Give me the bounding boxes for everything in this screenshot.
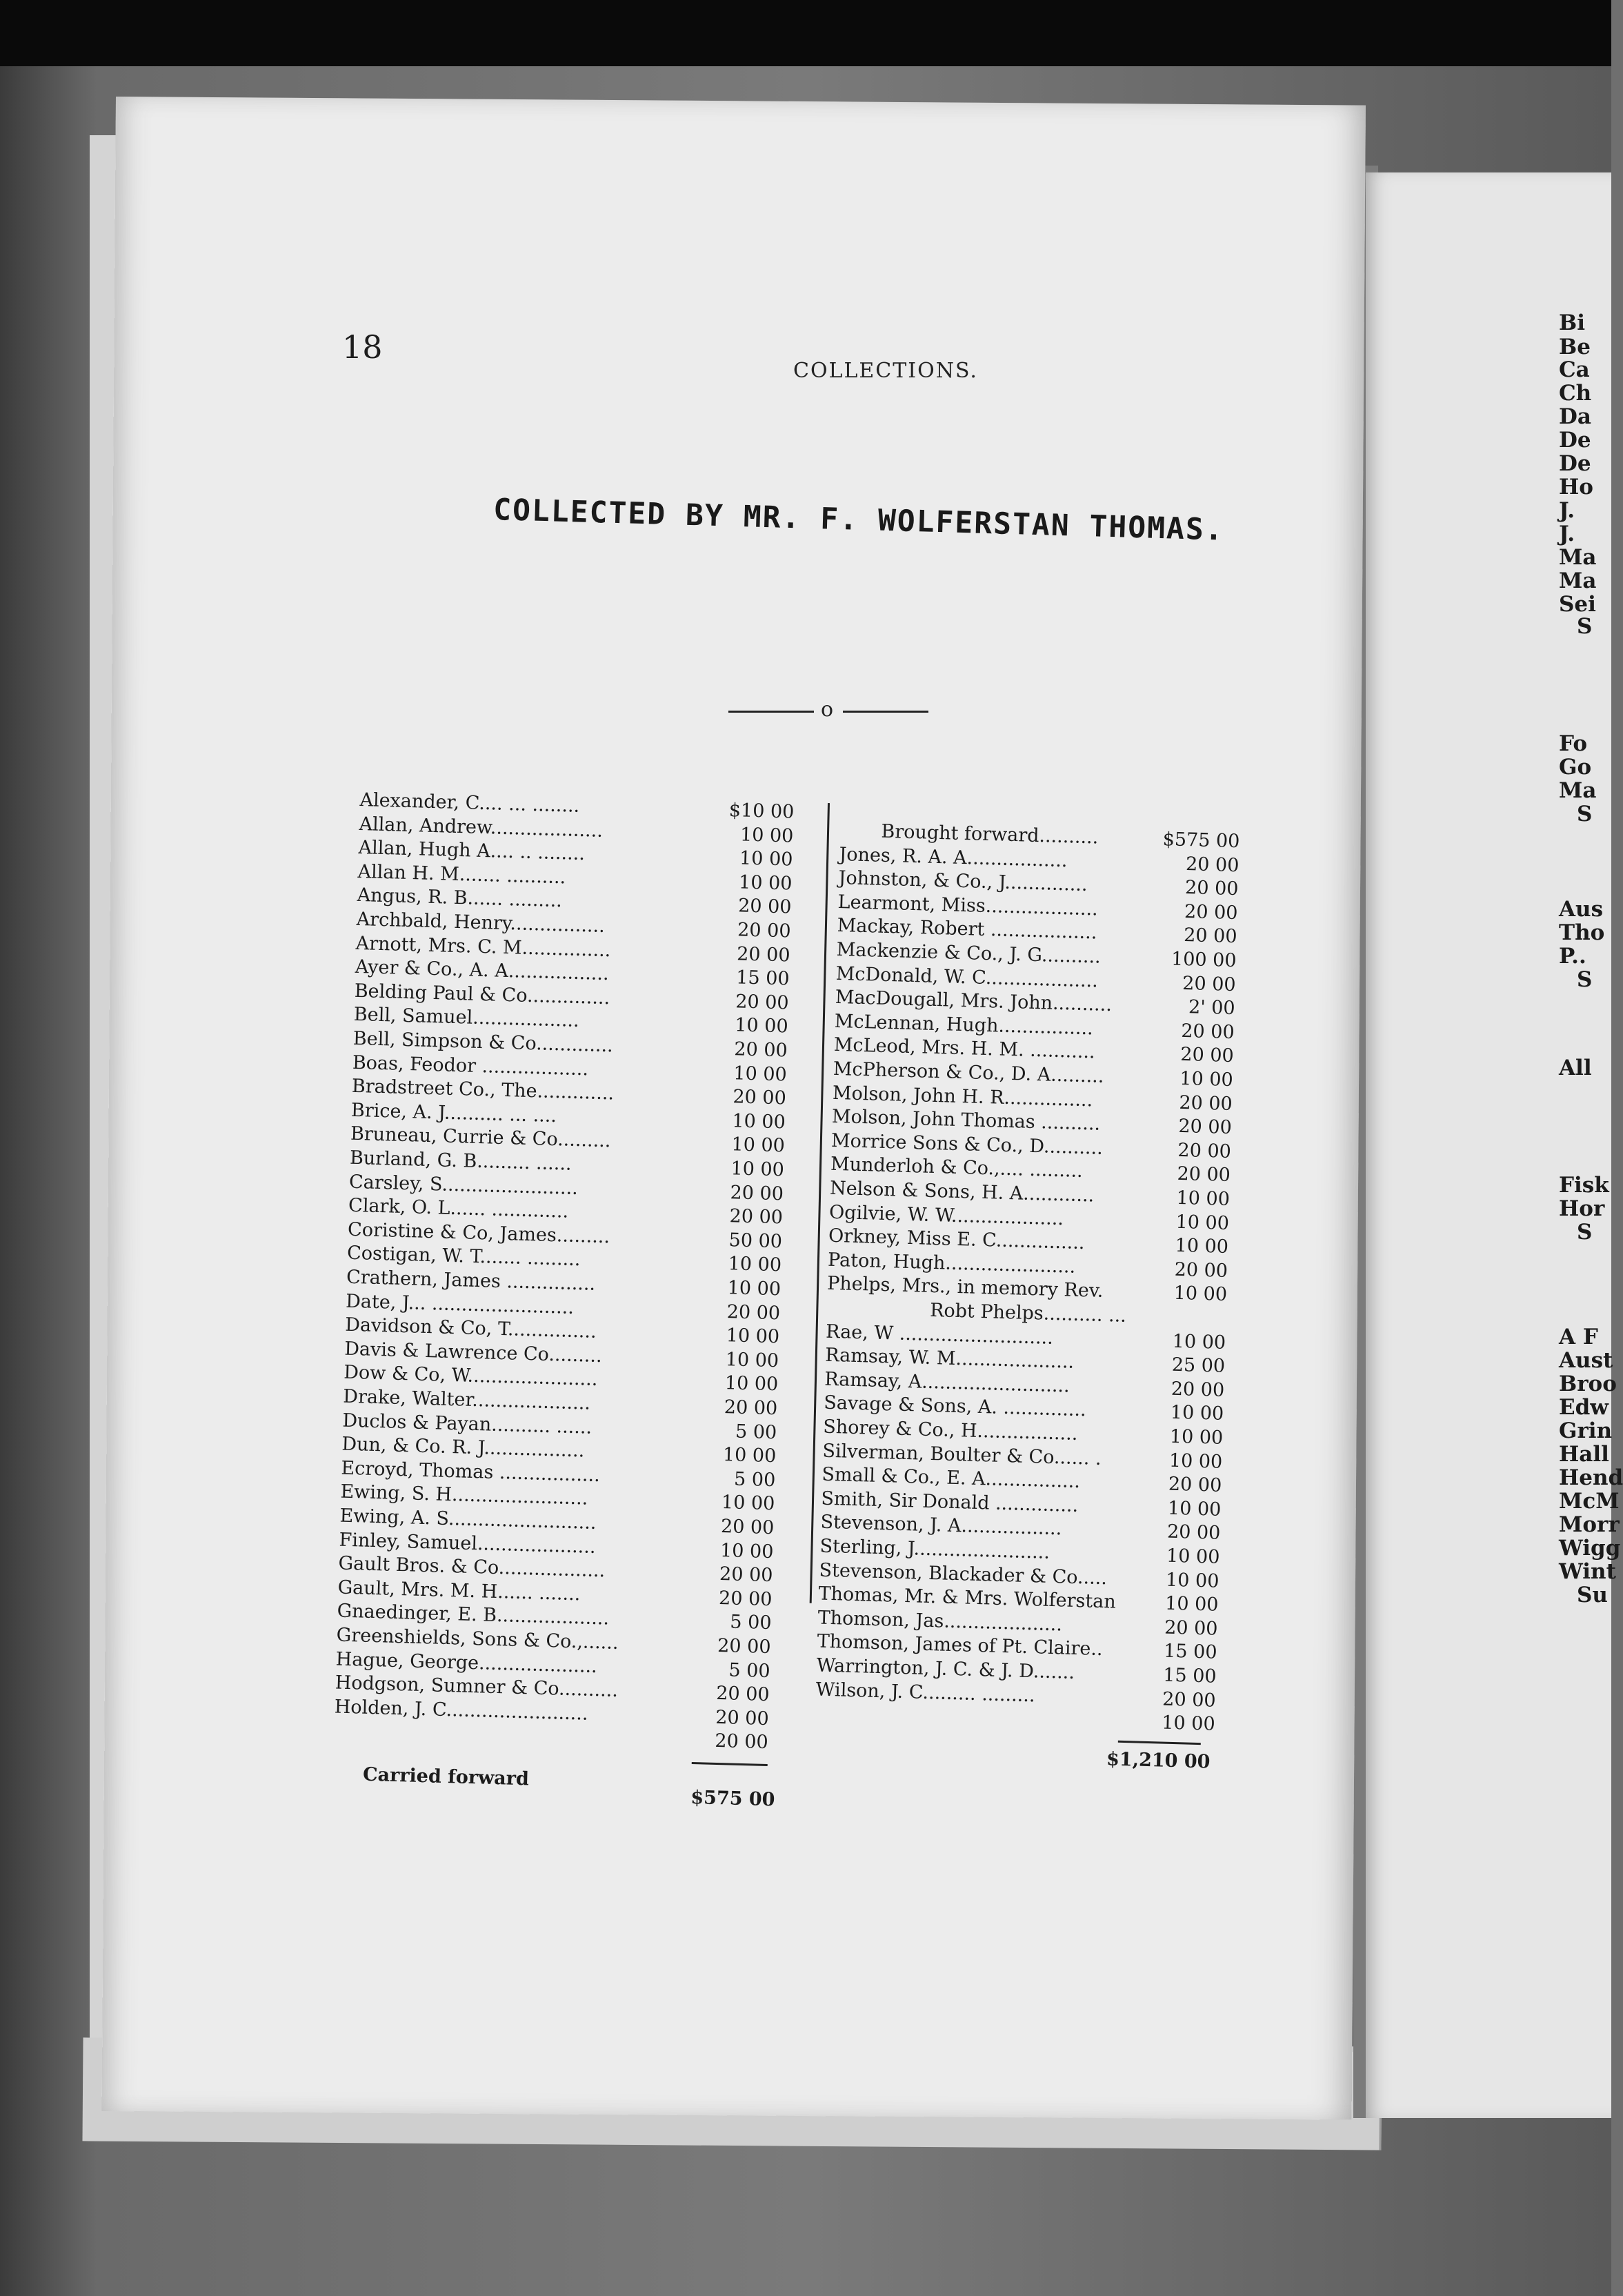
- contributor-name: Ramsay, W. M....................: [824, 1344, 1075, 1373]
- contribution-amount: 20 00: [715, 1683, 770, 1706]
- contribution-amount: 20 00: [715, 1706, 770, 1730]
- contribution-amount: 10 00: [1169, 1425, 1224, 1449]
- contribution-amount: 10 00: [721, 1492, 775, 1515]
- contributor-name: Hague, George....................: [335, 1648, 598, 1677]
- contributor-name: Silverman, Boulter & Co...... .: [822, 1440, 1102, 1469]
- facing-page-fragment: Wint: [1559, 1559, 1616, 1584]
- facing-page-fragment: A F: [1559, 1325, 1598, 1349]
- brought-forward-label: Brought forward..........: [881, 820, 1099, 849]
- facing-page-fragment: Fisk: [1559, 1173, 1609, 1198]
- contributor-name: Learmont, Miss...................: [837, 891, 1099, 920]
- facing-page-fragment: Hend: [1559, 1465, 1623, 1490]
- contributor-name: Ewing, S. H.......................: [340, 1481, 588, 1510]
- facing-page-fragment: S: [1577, 802, 1593, 827]
- contribution-amount: 15 00: [735, 967, 790, 990]
- contributor-name: Morrice Sons & Co., D..........: [830, 1129, 1104, 1159]
- contribution-amount: 20 00: [1180, 1020, 1235, 1043]
- contribution-amount: 20 00: [1162, 1688, 1216, 1712]
- contributor-name: McPherson & Co., D. A.........: [833, 1058, 1104, 1087]
- contribution-amount: 10 00: [722, 1444, 777, 1467]
- contribution-amount: 20 00: [714, 1730, 769, 1754]
- contributor-name: Ayer & Co., A. A.................: [355, 956, 610, 985]
- ornament-dot: o: [821, 697, 834, 722]
- contributor-name: Savage & Sons, A. ..............: [823, 1392, 1087, 1421]
- facing-page-fragment: Morr: [1559, 1512, 1620, 1537]
- contribution-amount: 10 00: [728, 1253, 782, 1276]
- facing-page-fragment: Ch: [1559, 381, 1592, 406]
- contributor-name: Molson, John H. R...............: [832, 1082, 1093, 1111]
- contribution-amount: 10 00: [732, 1110, 786, 1134]
- contributor-name: Greenshields, Sons & Co.,......: [336, 1624, 619, 1654]
- contribution-amount: 10 00: [1172, 1330, 1226, 1354]
- facing-page-fragment: Hor: [1559, 1196, 1605, 1221]
- contributor-name: Wilson, J. C......... .........: [815, 1679, 1035, 1706]
- grand-total: $1,210 00: [1106, 1748, 1211, 1773]
- facing-page-fragment: All: [1559, 1056, 1592, 1080]
- scan-top-border: [0, 0, 1611, 66]
- contributor-name: Munderloh & Co.,.... .........: [830, 1154, 1084, 1182]
- contributor-name: McLeod, Mrs. H. M. ...........: [833, 1034, 1096, 1063]
- contributor-name: Nelson & Sons, H. A............: [829, 1177, 1095, 1207]
- contribution-amount: 20 00: [1178, 1116, 1233, 1139]
- contributor-name: Orkney, Miss E. C...............: [828, 1225, 1085, 1254]
- contribution-amount: 20 00: [733, 1038, 788, 1062]
- carried-forward-label: Carried forward: [362, 1763, 530, 1790]
- contribution-amount: 20 00: [718, 1587, 773, 1610]
- contribution-amount: 10 00: [1173, 1283, 1228, 1306]
- contributor-name: Clark, O. L...... .............: [348, 1194, 569, 1223]
- facing-page-fragment: S: [1577, 1220, 1593, 1245]
- contribution-amount: 10 00: [739, 824, 794, 847]
- contribution-amount: 15 00: [1163, 1640, 1217, 1664]
- contribution-amount: 20 00: [737, 895, 792, 918]
- contribution-amount: 10 00: [1170, 1402, 1224, 1425]
- contribution-amount: 15 00: [1162, 1664, 1217, 1688]
- contributor-name: Dun, & Co. R. J.................: [341, 1433, 585, 1462]
- contributor-name: Molson, John Thomas ..........: [831, 1106, 1101, 1135]
- contributor-name: Sterling, J.......................: [819, 1535, 1051, 1563]
- contributor-name: Finley, Samuel....................: [339, 1529, 596, 1558]
- contributor-name: Davidson & Co, T...............: [344, 1314, 597, 1343]
- contribution-amount: 20 00: [733, 1086, 787, 1109]
- contributor-name: Gault Bros. & Co..................: [338, 1552, 606, 1582]
- contribution-amount: 10 00: [719, 1539, 774, 1563]
- contributor-name: Johnston, & Co., J..............: [838, 867, 1088, 896]
- contributor-name: Ramsay, A.........................: [824, 1368, 1071, 1397]
- facing-page-fragment: Tho: [1559, 920, 1605, 945]
- contributor-name: Shorey & Co., H.................: [822, 1416, 1078, 1445]
- facing-page-fragment: Aust: [1559, 1348, 1613, 1373]
- contributor-name: Belding Paul & Co..............: [354, 980, 610, 1009]
- facing-page: [1366, 172, 1623, 2118]
- contribution-amount: 20 00: [1182, 972, 1236, 996]
- contribution-amount: 10 00: [1168, 1449, 1223, 1473]
- facing-page-fragment: Broo: [1559, 1372, 1617, 1396]
- contributor-name: Allan, Andrew...................: [359, 813, 604, 842]
- contribution-amount: 20 00: [1166, 1521, 1221, 1545]
- contribution-amount: 20 00: [1177, 1163, 1231, 1187]
- contribution-amount: 20 00: [735, 991, 790, 1014]
- contributor-name: Ecroyd, Thomas .................: [341, 1457, 601, 1486]
- contributor-name: Stevenson, J. A.................: [820, 1511, 1062, 1540]
- contributor-name: Costigan, W. T....... .........: [346, 1243, 581, 1271]
- contributor-name: Holden, J. C........................: [334, 1696, 588, 1725]
- contribution-amount: 10 00: [1179, 1067, 1234, 1091]
- contributor-name: Davis & Lawrence Co.........: [343, 1338, 603, 1367]
- contribution-amount: 10 00: [724, 1372, 779, 1396]
- facing-page-fragment: Hall: [1559, 1442, 1609, 1467]
- contributor-name: Thomson, James of Pt. Claire..: [817, 1630, 1103, 1661]
- contribution-amount: 10 00: [734, 1014, 789, 1038]
- contribution-amount: 20 00: [1171, 1378, 1225, 1401]
- contribution-amount: 20 00: [1168, 1473, 1222, 1497]
- facing-page-fragment: De: [1559, 428, 1591, 453]
- contributor-name: Burland, G. B......... ......: [349, 1147, 572, 1175]
- page-title: COLLECTED BY MR. F. WOLFERSTAN THOMAS.: [492, 493, 1225, 548]
- contributor-name: Thomson, Jas....................: [817, 1607, 1063, 1636]
- contribution-amount: 20 00: [1179, 1091, 1233, 1115]
- facing-page-fragment: Ho: [1559, 475, 1593, 499]
- contribution-amount: 5 00: [728, 1659, 770, 1682]
- facing-page-fragment: Edw: [1559, 1395, 1609, 1420]
- contributor-name: Bradstreet Co., The.............: [351, 1076, 615, 1105]
- contribution-amount: 20 00: [737, 919, 791, 942]
- contributor-name: Archbald, Henry................: [356, 908, 606, 937]
- contribution-amount: 25 00: [1171, 1354, 1226, 1378]
- contribution-amount: 20 00: [724, 1396, 778, 1420]
- contributor-name: Gnaedinger, E. B...................: [337, 1600, 610, 1630]
- contributor-name: Bruneau, Currie & Co.........: [350, 1123, 611, 1152]
- facing-page-fragment: P..: [1559, 944, 1586, 969]
- contributor-name: Phelps, Mrs., in memory Rev.: [826, 1273, 1104, 1303]
- contributor-name: Duclos & Payan.......... ......: [342, 1409, 593, 1438]
- facing-page-fragment: S: [1577, 967, 1593, 992]
- contribution-amount: 10 00: [725, 1348, 779, 1372]
- running-head: COLLECTIONS.: [793, 359, 978, 383]
- contribution-amount: 10 00: [1175, 1211, 1230, 1234]
- facing-page-fragment: J.: [1559, 498, 1575, 523]
- facing-page-fragment: Grin: [1559, 1418, 1613, 1443]
- contributor-name: Smith, Sir Donald ..............: [821, 1487, 1079, 1516]
- contributor-name: Allan H. M....... ..........: [357, 860, 566, 889]
- contributor-name: Ewing, A. S.........................: [339, 1505, 597, 1534]
- contributor-name: Angus, R. B...... .........: [357, 884, 563, 912]
- contribution-amount: 10 00: [1176, 1187, 1231, 1210]
- contribution-amount: 10 00: [1167, 1497, 1222, 1521]
- facing-page-fragment: Da: [1559, 404, 1591, 429]
- contribution-amount: 20 00: [736, 942, 790, 967]
- contributor-name: Stevenson, Blackader & Co.....: [819, 1559, 1108, 1589]
- contributor-name: Ogilvie, W. W...................: [828, 1201, 1064, 1229]
- contribution-amount: 50 00: [728, 1229, 783, 1253]
- contribution-amount: 20 00: [729, 1205, 784, 1229]
- facing-page-fragment: J.: [1559, 522, 1575, 546]
- contribution-amount: 20 00: [717, 1634, 771, 1659]
- contribution-amount: 10 00: [1175, 1234, 1229, 1258]
- page-number: 18: [342, 328, 383, 366]
- contribution-amount: 20 00: [719, 1563, 773, 1587]
- facing-page-fragment: Wigg: [1559, 1536, 1621, 1561]
- contribution-amount: 100 00: [1171, 948, 1237, 972]
- facing-page-fragment: Ma: [1559, 568, 1597, 593]
- contribution-amount: 10 00: [731, 1134, 786, 1157]
- contributor-name: McLennan, Hugh................: [834, 1010, 1094, 1040]
- facing-page-fragment: Be: [1559, 335, 1591, 359]
- contributor-name: Carsley, S.......................: [348, 1171, 579, 1199]
- contributor-name: Small & Co., E. A................: [822, 1463, 1081, 1493]
- contributor-name: Brice, A. J.......... ... ....: [350, 1099, 557, 1127]
- facing-page-fragment: Su: [1577, 1583, 1608, 1607]
- contribution-amount: 10 00: [733, 1062, 788, 1086]
- contributor-name: Bell, Simpson & Co.............: [352, 1027, 614, 1057]
- contribution-amount: 20 00: [1174, 1258, 1228, 1282]
- contribution-amount: 20 00: [1183, 924, 1237, 948]
- contributor-name: Hodgson, Sumner & Co..........: [335, 1672, 619, 1702]
- contribution-amount: 20 00: [1164, 1616, 1218, 1640]
- contributor-name: Mackenzie & Co., J. G..........: [836, 938, 1102, 968]
- contribution-amount: 5 00: [733, 1468, 776, 1491]
- contribution-amount: 10 00: [1166, 1545, 1220, 1568]
- contribution-amount: 20 00: [1185, 853, 1239, 876]
- contribution-amount: 5 00: [735, 1421, 777, 1443]
- facing-page-fragment: De: [1559, 451, 1591, 476]
- facing-page-fragment: Aus: [1559, 897, 1604, 922]
- facing-page-fragment: Bi: [1559, 310, 1585, 335]
- facing-page-fragment: Ma: [1559, 545, 1597, 570]
- contributor-name: Bell, Samuel..................: [353, 1004, 580, 1032]
- contribution-amount: 20 00: [720, 1516, 775, 1539]
- contributor-name: Coristine & Co, James.........: [347, 1218, 610, 1248]
- contribution-amount: 10 00: [1161, 1712, 1216, 1735]
- contribution-amount: 20 00: [1179, 1044, 1235, 1067]
- contribution-amount: 20 00: [726, 1300, 781, 1324]
- contribution-amount: 10 00: [730, 1158, 785, 1181]
- contributor-name: Robt Phelps.......... ...: [929, 1299, 1127, 1327]
- facing-page-fragment: McM: [1559, 1489, 1620, 1514]
- contributor-name: Gault, Mrs. M. H...... .......: [337, 1576, 581, 1605]
- contributor-name: Dow & Co, W......................: [343, 1362, 598, 1391]
- contributor-name: Rae, W ..........................: [825, 1320, 1054, 1349]
- contributor-name: Crathern, James ...............: [346, 1266, 596, 1295]
- contribution-amount: $10 00: [728, 799, 795, 823]
- contributor-name: Paton, Hugh......................: [827, 1249, 1076, 1278]
- facing-page-fragment: Ma: [1559, 778, 1597, 803]
- contributor-name: Mackay, Robert ..................: [837, 915, 1097, 944]
- contributor-name: Alexander, C.... ... ........: [359, 789, 580, 817]
- contributor-name: Allan, Hugh A.... .. ........: [358, 837, 586, 865]
- contributor-name: McDonald, W. C...................: [835, 962, 1099, 992]
- contribution-amount: 20 00: [1184, 900, 1238, 924]
- contributor-name: Thomas, Mr. & Mrs. Wolferstan: [818, 1583, 1117, 1613]
- contributor-name: Jones, R. A. A.................: [839, 843, 1068, 871]
- contributor-name: Warrington, J. C. & J. D.......: [816, 1654, 1075, 1683]
- facing-page-fragment: Fo: [1559, 731, 1587, 756]
- facing-page-fragment: S: [1577, 614, 1593, 639]
- contribution-amount: 20 00: [1184, 877, 1239, 900]
- contribution-amount: 20 00: [1177, 1139, 1232, 1162]
- contribution-amount: 5 00: [729, 1611, 772, 1634]
- contribution-amount: 10 00: [726, 1325, 780, 1348]
- contribution-amount: 10 00: [1165, 1569, 1219, 1592]
- contributor-name: Date, J... ........................: [345, 1290, 575, 1318]
- contribution-amount: 10 00: [738, 871, 793, 895]
- facing-page-fragment: Go: [1559, 755, 1592, 780]
- carried-forward-total: $575 00: [690, 1786, 775, 1811]
- contribution-amount: 2' 00: [1188, 996, 1236, 1020]
- contribution-amount: 10 00: [739, 847, 793, 871]
- title-ornament: [728, 697, 928, 724]
- facing-page-fragment: Ca: [1559, 357, 1590, 382]
- contributor-name: Drake, Walter....................: [342, 1385, 591, 1414]
- contribution-amount: 10 00: [727, 1277, 781, 1300]
- contributor-name: Boas, Feodor ..................: [352, 1051, 589, 1080]
- facing-page-fragment: Sei: [1559, 592, 1596, 617]
- contributor-name: Arnott, Mrs. C. M...............: [355, 932, 611, 961]
- contribution-amount: 20 00: [730, 1181, 784, 1205]
- brought-forward-amount: $575 00: [1162, 829, 1240, 853]
- contribution-amount: 10 00: [1164, 1592, 1219, 1616]
- contributor-name: MacDougall, Mrs. John..........: [835, 987, 1113, 1016]
